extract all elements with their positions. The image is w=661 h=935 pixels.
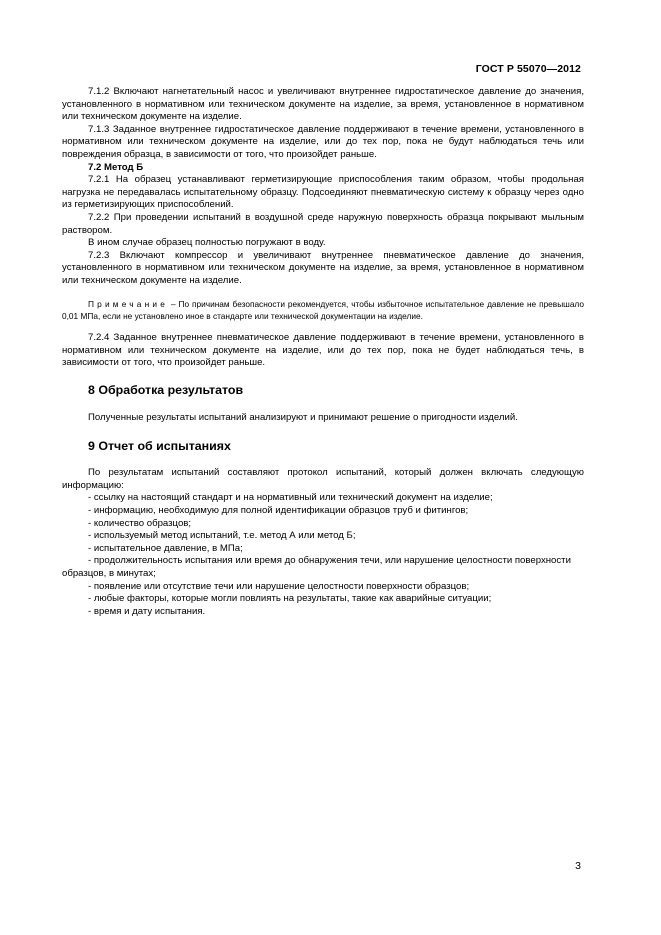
section-8-title: 8 Обработка результатов xyxy=(88,382,244,397)
document-header xyxy=(476,63,581,75)
paragraph-7-1-2: 7.1.2 Включают нагнетательный насос и увеличивают внутреннее гидростатическое давление до значения, установленного в нормативном или техническом документе на изделие, за время, установленное в нормативном или техническом документе на изделие. xyxy=(62,86,584,123)
paragraph-7-2-3: 7.2.3 Включают компрессор и увеличивают внутреннее пневматическое давление до значения, установленного в нормативном или техническом документе на изделие, за время, установленное в нормативном или техническом документе на изделие. xyxy=(62,249,584,286)
section-9-intro: По результатам испытаний составляют протокол испытаний, который должен включать следующую информацию: xyxy=(62,467,584,491)
safety-note xyxy=(62,298,584,322)
note-label: Примечание xyxy=(88,298,169,309)
list-item: - испытательное давление, в МПа; xyxy=(88,542,243,554)
list-item: - время и дату испытания. xyxy=(88,605,206,617)
list-item: - используемый метод испытаний, т.е. метод А или метод Б; xyxy=(88,530,356,542)
paragraph-7-2-4: 7.2.4 Заданное внутреннее пневматическое давление поддерживают в течение времени, установленного в нормативном или техническом документе на изделие, или до тех пор, пока не будет наблюдаться течь, в зависимости от того, что произойдет раньше. xyxy=(62,331,584,369)
section-9-title: 9 Отчет об испытаниях xyxy=(88,439,231,454)
section-8-text: Полученные результаты испытаний анализируют и принимают решение о пригодности изделий. xyxy=(88,411,518,423)
page-content xyxy=(62,86,584,618)
report-items-list xyxy=(62,492,584,618)
list-item: - количество образцов; xyxy=(88,517,192,529)
list-item: - информацию, необходимую для полной идентификации образцов труб и фитингов; xyxy=(88,505,469,517)
list-item: - появление или отсутствие течи или нарушение целостности поверхности образцов; xyxy=(88,580,470,592)
paragraph-7-2-2-continued: В ином случае образец полностью погружают в воду. xyxy=(88,237,326,249)
paragraph-7-2-1: 7.2.1 На образец устанавливают герметизирующие приспособления таким образом, чтобы продольная нагрузка не передавалась испытательному образцу. Подсоединяют пневматическую систему к образцу через одно из герметизирующих приспособлений. xyxy=(62,174,584,211)
list-item: - ссылку на настоящий стандарт и на нормативный или технический документ на изделие; xyxy=(88,492,493,504)
paragraph-7-2-2: 7.2.2 При проведении испытаний в воздушной среде наружную поверхность образца покрывают мыльным раствором. xyxy=(62,211,584,236)
list-item: - продолжительность испытания или время до обнаружения течи, или нарушение целостности поверхности образцов, в минутах; xyxy=(62,555,571,580)
subsection-heading-7-2: 7.2 Метод Б xyxy=(88,161,144,173)
list-item: - любые факторы, которые могли повлиять на результаты, такие как аварийные ситуации; xyxy=(88,593,492,605)
paragraph-7-1-3: 7.1.3 Заданное внутреннее гидростатическое давление поддерживают в течение времени, установленного в нормативном или техническом документе на изделие, или до тех пор, пока не будут наблюдаться течь или повреждения образца, в зависимости от того, что произойдет раньше. xyxy=(62,123,584,160)
standard-number: ГОСТ Р 55070—2012 xyxy=(475,63,581,75)
note-text: – По причинам безопасности рекомендуется, чтобы избыточное испытательное давление не превышало 0,01 МПа, если не установлено иное в стандарте или технической документации на изделие. xyxy=(62,298,584,321)
page-number: 3 xyxy=(575,860,581,872)
